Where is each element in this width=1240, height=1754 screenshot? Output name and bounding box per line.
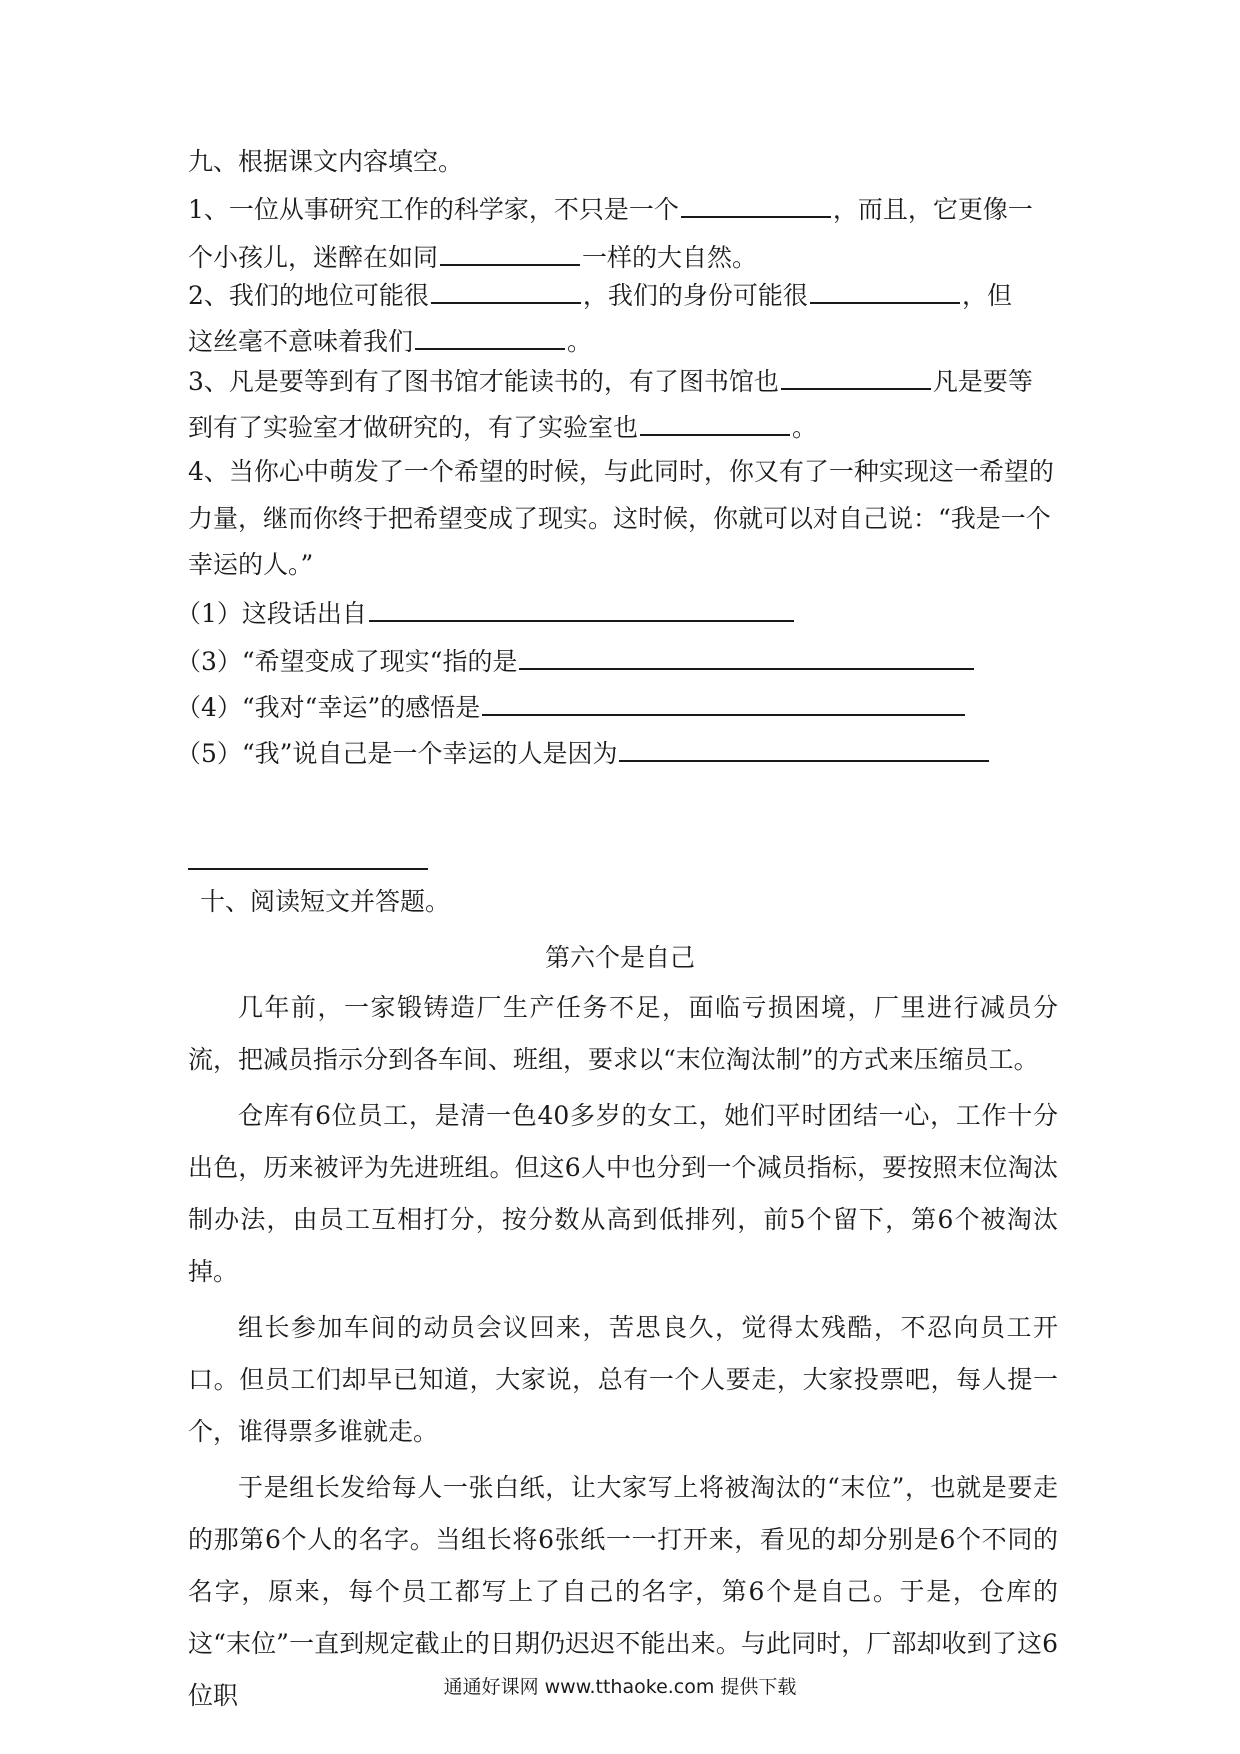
- question-4-sub-5: （5）“我”说自己是一个幸运的人是因为: [176, 734, 1046, 774]
- answer-blank-continuation[interactable]: [188, 868, 428, 870]
- section-10-heading: 十、阅读短文并答题。: [200, 887, 451, 916]
- question-3-line-1: 3、凡是要等到有了图书馆才能读书的，有了图书馆也 凡是要等: [188, 362, 1058, 402]
- answer-blank[interactable]: [369, 594, 794, 622]
- passage-paragraph-1: 几年前，一家锻铸造厂生产任务不足，面临亏损困境，厂里进行减员分流，把减员指示分到各车间、班组，要求以“末位淘汰制”的方式来压缩员工。: [188, 993, 1058, 1074]
- answer-blank[interactable]: [640, 408, 790, 436]
- question-4-line-1: 4、当你心中萌发了一个希望的时候，与此同时，你又有了一种实现这一希望的: [188, 457, 1054, 486]
- question-1-line-2: 个小孩儿，迷醉在如同 一样的大自然。: [188, 238, 1058, 278]
- answer-blank[interactable]: [440, 238, 580, 266]
- section-9-heading: 九、根据课文内容填空。: [188, 147, 464, 176]
- answer-blank[interactable]: [482, 688, 965, 716]
- passage-paragraph-3: 组长参加车间的动员会议回来，苦思良久，觉得太残酷，不忍向员工开口。但员工们却早已知道，大家说，总有一个人要走，大家投票吧，每人提一个，谁得票多谁就走。: [188, 1313, 1058, 1446]
- question-1-line-1: 1、一位从事研究工作的科学家，不只是一个 ，而且，它更像一: [188, 190, 1058, 230]
- answer-blank[interactable]: [415, 322, 565, 350]
- question-2-line-2: 这丝毫不意味着我们 。: [188, 322, 1058, 362]
- page-footer: 通通好课网 www.tthaoke.com 提供下载: [443, 1676, 797, 1698]
- question-4-sub-3: （3）“希望变成了现实“指的是: [176, 642, 1046, 682]
- question-4-line-2: 力量，继而你终于把希望变成了现实。这时候，你就可以对自己说：“我是一个: [188, 504, 1051, 533]
- question-4-sub-1: （1）这段话出自: [176, 594, 1046, 634]
- question-4-sub-4: （4）“我对“幸运”的感悟是: [176, 688, 1046, 728]
- question-2-line-1: 2、我们的地位可能很 ，我们的身份可能很 ，但: [188, 276, 1058, 316]
- answer-blank[interactable]: [781, 362, 931, 390]
- answer-blank[interactable]: [810, 276, 960, 304]
- passage-paragraph-4: 于是组长发给每人一张白纸，让大家写上将被淘汰的“末位”，也就是要走的那第6个人的名字。当组长将6张纸一一打开来，看见的却分别是6个不同的名字，原来，每个员工都写上了自己的名字，第6个是自己。于是，仓库的这“末位”一直到规定截止的日期仍迟迟不能出来。与此同时，厂部却收到了这6位职: [188, 1473, 1058, 1710]
- question-3-line-2: 到有了实验室才做研究的，有了实验室也 。: [188, 408, 1058, 448]
- answer-blank[interactable]: [681, 190, 831, 218]
- passage-paragraph-2: 仓库有6位员工，是清一色40多岁的女工，她们平时团结一心，工作十分出色，历来被评为先进班组。但这6人中也分到一个减员指标，要按照末位淘汰制办法，由员工互相打分，按分数从高到低排列，前5个留下，第6个被淘汰掉。: [188, 1101, 1058, 1286]
- passage-title: 第六个是自己: [544, 943, 695, 972]
- passage-body: [188, 982, 1058, 1722]
- answer-blank[interactable]: [519, 642, 974, 670]
- answer-blank[interactable]: [431, 276, 581, 304]
- question-4-line-3: 幸运的人。”: [188, 550, 314, 579]
- answer-blank[interactable]: [619, 734, 989, 762]
